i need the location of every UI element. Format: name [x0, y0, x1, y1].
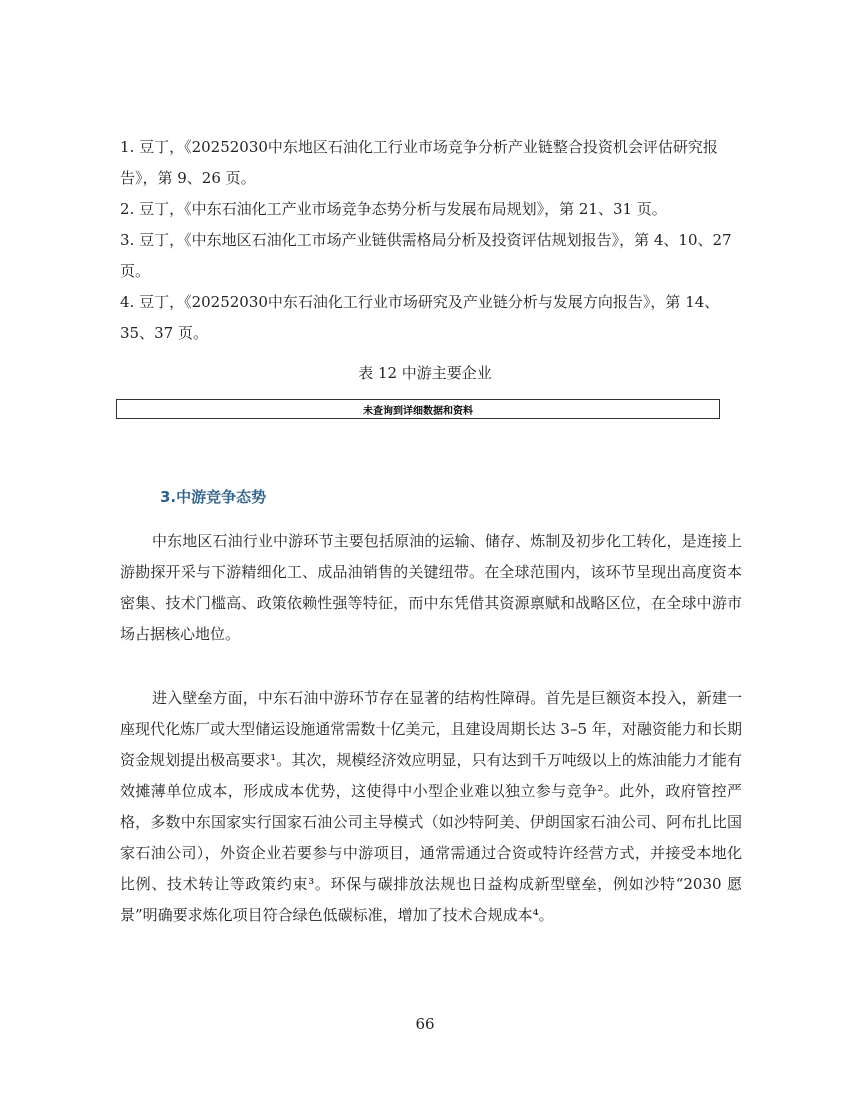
body-paragraph: 进入壁垒方面，中东石油中游环节存在显著的结构性障碍。首先是巨额资本投入，新建一座现代化炼厂或大型储运设施通常需数十亿美元，且建设周期长达 3–5 年，对融资能力和长期资金规划提出极高要求¹。其次，规模经济效应明显，只有达到千万吨级以上的炼油能力才能有效摊薄单位成本，形成成本优势，这使得中小型企业难以独立参与竞争²。此外，政府管控严格，多数中东国家实行国家石油公司主导模式（如沙特阿美、伊朗国家石油公司、阿布扎比国家石油公司），外资企业若要参与中游项目，通常需通过合资或特许经营方式，并接受本地化比例、技术转让等政策约束³。环保与碳排放法规也日益构成新型壁垒，例如沙特“2030 愿景”明确要求炼化项目符合绿色低碳标准，增加了技术合规成本⁴。 — [120, 689, 742, 924]
page-number: 66 — [415, 1015, 435, 1033]
empty-table — [116, 399, 720, 419]
empty-table-message: 未查询到详细数据和资料 — [363, 405, 473, 417]
body-paragraph: 中东地区石油行业中游环节主要包括原油的运输、储存、炼制及初步化工转化，是连接上游勘探开采与下游精细化工、成品油销售的关键纽带。在全球范围内，该环节呈现出高度资本密集、技术门槛高、政策依赖性强等特征，而中东凭借其资源禀赋和战略区位，在全球中游市场占据核心地位。 — [120, 532, 742, 643]
reference-item: 1. 豆丁，《20252030中东地区石油化工行业市场竞争分析产业链整合投资机会评估研究报告》，第 9、26 页。 — [120, 138, 718, 187]
reference-list — [120, 132, 740, 349]
reference-item: 4. 豆丁，《20252030中东石油化工行业市场研究及产业链分析与发展方向报告》，第 14、35、37 页。 — [120, 293, 720, 342]
table-caption: 表 12 中游主要企业 — [358, 364, 492, 382]
reference-item: 2. 豆丁，《中东石油化工产业市场竞争态势分析与发展布局规划》，第 21、31 页。 — [120, 200, 667, 218]
section-heading: 3.中游竞争态势 — [160, 488, 267, 506]
reference-item: 3. 豆丁，《中东地区石油化工市场产业链供需格局分析及投资评估规划报告》，第 4、10、27 页。 — [120, 231, 732, 280]
